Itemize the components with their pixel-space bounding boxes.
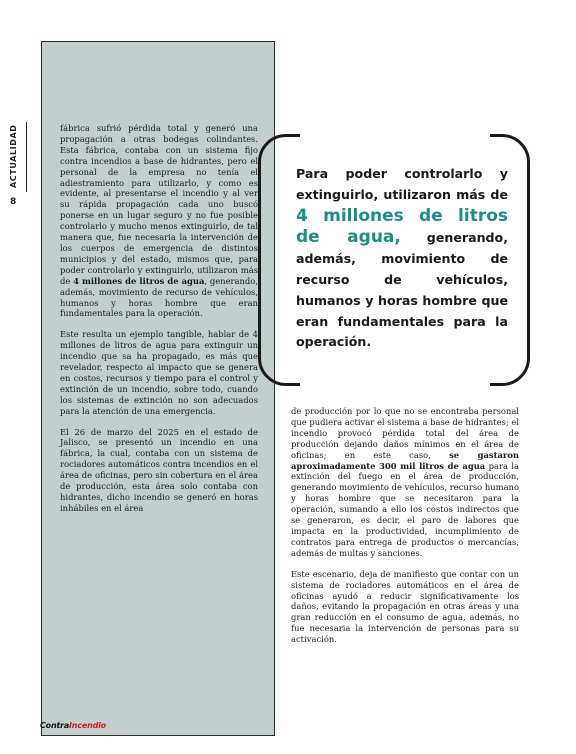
bold-run: se gastaron aproximadamente 300 mil litros de agua — [291, 449, 519, 471]
quote-highlight: 4 millones de litros de agua, — [296, 205, 508, 248]
left-column — [60, 123, 258, 524]
section-divider — [26, 122, 27, 192]
right-paragraph-2: Este escenario, deja de manifiesto que contar con un sistema de rociadores automáticos en el área de oficinas ayudó a reducir significativamente los daños, evitando la propagación en otras áreas y una gran reducción en el consumo de agua, además, no fue necesaria la intervención de personas para su activación. — [291, 568, 519, 645]
right-paragraph-1 — [291, 406, 519, 559]
left-paragraph-3: El 26 de marzo del 2025 en el estado de Jalisco, se presentó un incendio en una fábrica, la cual, contaba con un sistema de rociadores automáticos contra incendios en el área de oficinas, pero sin cobertura en el área de producción, esta área solo contaba con hidrantes, dicho incendio se generó en horas inhábiles en el área — [60, 426, 258, 513]
text-run: fábrica sufrió pérdida total y generó una propagación a otras bodegas colindantes. Esta fábrica, contaba con un sistema fijo contra incendios a base de hidrantes, pero el personal de la empresa no tenía el adiestramiento para utilizarlo, y como es evidente, al presentarse el incendio y al ver su rápida propagación cada uno buscó ponerse en un lugar seguro y no fue posible controlarlo y mucho menos extinguirlo, de tal manera que, fue necesaria la intervención de los cuerpos de emergencia de distintos municipios y del estado, mismos que, para poder controlarlo y extinguirlo, utilizaron más de — [60, 123, 258, 286]
frame-gap-bottom — [300, 380, 490, 392]
page-number: 8 — [10, 197, 17, 207]
left-paragraph-2: Este resulta un ejemplo tangible, hablar de 4 millones de litros de agua para extinguir un incendio que sa ha propagado, es más que revelador, respecto al impacto que se genera en costos, recursos y tiempo para el control y extinción de un incendio, sobre todo, cuando los sistemas de extinción no son adecuados para la atención de una emergencia. — [60, 329, 258, 416]
logo-part: Incendio — [69, 721, 106, 730]
logo-part: Contra — [40, 721, 70, 730]
text-run: para la extinción del fuego en el área de producción, generando movimiento de vehículos, recurso humano y horas hombre que se necesitaron para la operación, sumando a ello los costos indirectos que se generaron, es decir, el paro de labores que impacta en la productividad, incumplimiento de contratos para entrega de productos o mercancías, además de multas y sanciones. — [291, 460, 519, 558]
quote-run: Para poder controlarlo y extinguirlo, utilizaron más de — [296, 166, 508, 202]
text-run: de producción por lo que no se encontraba personal que pudiera activar el sistema a base de hidrantes; el incendio provocó pérdida total del área de producción dejando daños mínimos en el área de oficinas; en este caso, — [291, 406, 519, 460]
pull-quote — [296, 164, 508, 353]
quote-run: generando, además, movimiento de recurso de vehículos, humanos y horas hombre que eran fundamentales para la operación. — [296, 230, 508, 350]
frame-gap-top — [300, 128, 490, 140]
right-column — [291, 406, 519, 655]
left-paragraph-1 — [60, 123, 258, 319]
magazine-logo — [40, 721, 106, 730]
section-label: ACTUALIDAD — [9, 124, 18, 188]
bold-run: 4 millones de litros de agua — [73, 275, 205, 286]
text-run: , generando, además, movimiento de recurso de vehículos, humanos y horas hombre que eran fundamentales para la operación. — [60, 275, 258, 319]
